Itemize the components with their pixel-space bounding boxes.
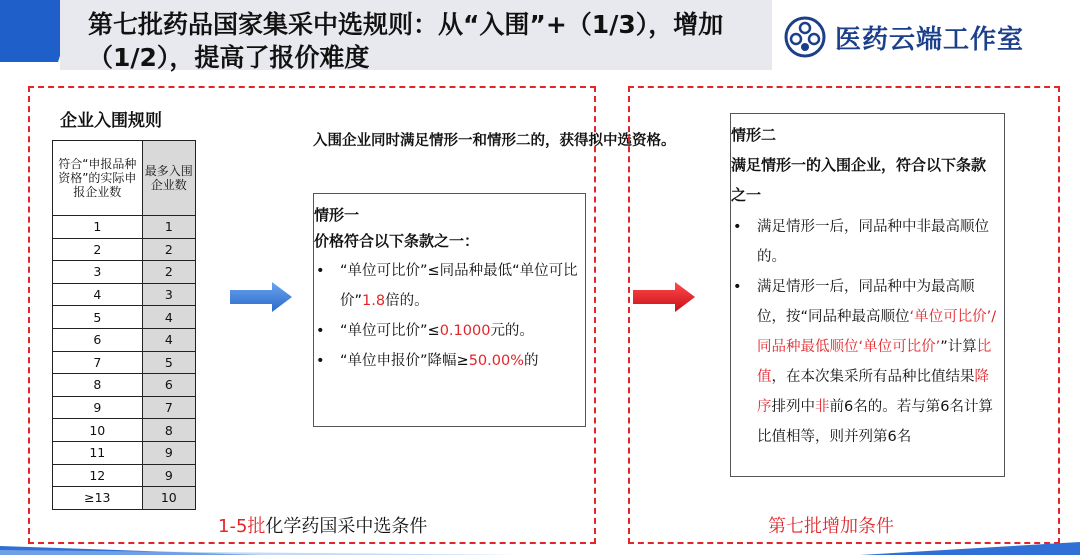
clause-highlight: 比值 (757, 339, 992, 385)
bullet-icon: • (733, 219, 742, 235)
applicant-count-cell: 6 (53, 328, 143, 351)
table-row (53, 374, 196, 397)
applicant-count-cell: 12 (53, 464, 143, 487)
table-row (53, 396, 196, 419)
caption-highlight: 1-5批 (218, 516, 266, 537)
clause-highlight: 1.8 (362, 293, 386, 309)
table-header-applicants: 符合“申报品种资格”的实际申报企业数 (53, 141, 143, 216)
applicant-count-cell: 1 (53, 216, 143, 239)
clause-text: 倍的。 (385, 293, 429, 309)
clause-text: “单位可比价”≤ (340, 323, 440, 339)
bullet-icon: • (316, 323, 325, 339)
admission-rule-table (52, 140, 196, 510)
clause-text: 前6名的。若与第6名计算比值相等，则并列第6名 (757, 399, 993, 445)
table-row (53, 419, 196, 442)
max-admitted-cell: 7 (142, 396, 195, 419)
page-title: 第七批药品国家集采中选规则：从“入围”+（1/3），增加（1/2），提高了报价难度 (88, 10, 724, 72)
table-row (53, 464, 196, 487)
clause-highlight: 非 (815, 399, 830, 415)
logo-icon (783, 15, 827, 59)
clause-text: “单位申报价”降幅≥ (340, 353, 469, 369)
case-one-subtitle: 价格符合以下条款之一： (314, 232, 480, 250)
clause-highlight: ‘单位可比价’/同品种最低顺位‘单位可比价’ (757, 309, 997, 355)
table-row (53, 328, 196, 351)
applicant-count-cell: 3 (53, 261, 143, 284)
table-row (53, 441, 196, 464)
clause-text: 排列中 (771, 399, 815, 415)
max-admitted-cell: 2 (142, 238, 195, 261)
case-two-clause-2 (731, 272, 1000, 452)
bottom-decor (0, 538, 1080, 555)
clause-highlight: 50.00% (468, 353, 524, 369)
case-one-clause-1 (314, 256, 585, 316)
table-header-max-admitted: 最多入围企业数 (142, 141, 195, 216)
applicant-count-cell: 7 (53, 351, 143, 374)
applicant-count-cell: 11 (53, 441, 143, 464)
bullet-icon: • (733, 279, 742, 295)
applicant-count-cell: 4 (53, 283, 143, 306)
table-row (53, 238, 196, 261)
left-caption (218, 512, 427, 538)
right-caption: 第七批增加条件 (768, 516, 894, 537)
case-two-clause-1 (731, 212, 1000, 272)
clause-text: 满足情形一后，同品种中非最高顺位的。 (757, 219, 989, 265)
max-admitted-cell: 6 (142, 374, 195, 397)
bullet-icon: • (316, 353, 325, 369)
case-one-title: 情形一 (314, 206, 360, 224)
clause-text: 满足情形一后，同品种中为最高顺位，按“同品种最高顺位 (757, 279, 975, 325)
clause-text: ，在本次集采所有品种比值结果 (771, 369, 975, 385)
clause-text: 元的。 (490, 323, 534, 339)
logo-text: 医药云端工作室 (835, 24, 1025, 55)
table-row (53, 306, 196, 329)
max-admitted-cell: 9 (142, 464, 195, 487)
table-row (53, 283, 196, 306)
applicant-count-cell: 9 (53, 396, 143, 419)
table-row (53, 216, 196, 239)
max-admitted-cell: 4 (142, 306, 195, 329)
case-two-subtitle: 满足情形一的入围企业，符合以下条款之一 (731, 156, 987, 204)
applicant-count-cell: 8 (53, 374, 143, 397)
table-body (53, 216, 196, 510)
clause-text: ”计算 (940, 339, 977, 355)
table-row (53, 261, 196, 284)
clause-text: “单位可比价”≤同品种最低“单位可比价” (340, 263, 578, 309)
applicant-count-cell: 2 (53, 238, 143, 261)
applicant-count-cell: 10 (53, 419, 143, 442)
caption-text: 化学药国采中选条件 (265, 516, 428, 537)
max-admitted-cell: 3 (142, 283, 195, 306)
rule-title: 企业入围规则 (60, 111, 162, 131)
applicant-count-cell: ≥13 (53, 487, 143, 510)
clause-text: 的 (523, 353, 539, 369)
case-one-box (313, 193, 586, 427)
logo (783, 14, 1073, 60)
clause-highlight: 降序 (757, 369, 989, 415)
max-admitted-cell: 5 (142, 351, 195, 374)
case-one-clause-2 (314, 316, 585, 346)
table-row (53, 351, 196, 374)
case-two-box (730, 113, 1005, 477)
applicant-count-cell: 5 (53, 306, 143, 329)
clause-highlight: 0.1000 (439, 323, 491, 339)
condition-statement: 入围企业同时满足情形一和情形二的，获得拟中选资格。 (313, 133, 676, 149)
arrow-right-icon (230, 282, 292, 312)
max-admitted-cell: 8 (142, 419, 195, 442)
bullet-icon: • (316, 263, 325, 279)
max-admitted-cell: 2 (142, 261, 195, 284)
max-admitted-cell: 10 (142, 487, 195, 510)
arrow-right-icon (633, 282, 695, 312)
case-one-clause-3 (314, 346, 585, 376)
max-admitted-cell: 1 (142, 216, 195, 239)
max-admitted-cell: 4 (142, 328, 195, 351)
table-row (53, 487, 196, 510)
case-two-title: 情形二 (731, 126, 777, 144)
max-admitted-cell: 9 (142, 441, 195, 464)
